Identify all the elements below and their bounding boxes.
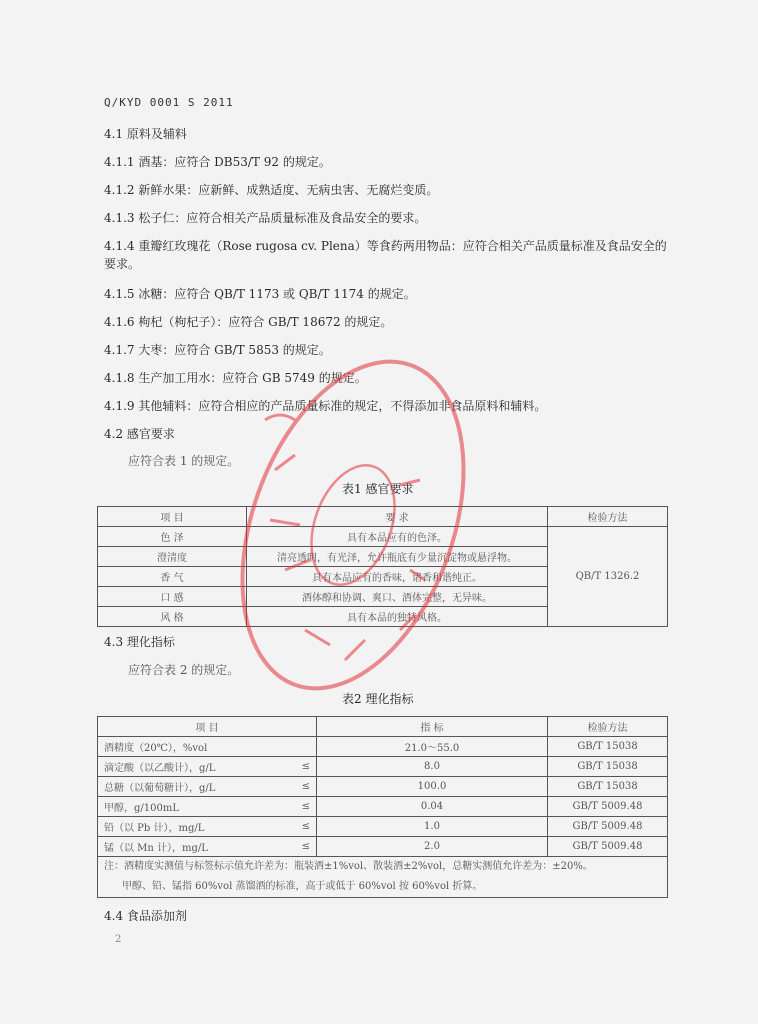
table1-cell-requirement: 清亮透明，有光泽，允许瓶底有少量沉淀物或悬浮物。 <box>247 547 548 567</box>
table2-cell-method: GB/T 5009.48 <box>548 797 668 817</box>
table1-header-requirement: 要 求 <box>247 507 548 527</box>
table2-cell-operator <box>290 737 317 757</box>
table2-cell-method: GB/T 15038 <box>548 757 668 777</box>
document-code: Q/KYD 0001 S 2011 <box>104 96 234 109</box>
section-4-1-1: 4.1.1 酒基：应符合 DB53/T 92 的规定。 <box>104 155 331 169</box>
table1-cell-item: 香 气 <box>98 567 247 587</box>
physicochemical-table <box>97 716 668 898</box>
table1-header-method: 检验方法 <box>548 507 668 527</box>
table2-cell-item: 总糖（以葡萄糖计），g/L <box>98 777 291 797</box>
page-number: 2 <box>115 934 122 945</box>
section-4-1-3: 4.1.3 松子仁：应符合相关产品质量标准及食品安全的要求。 <box>104 211 427 225</box>
table1-caption: 表1 感官要求 <box>342 482 414 496</box>
table2-cell-operator: ≤ <box>290 757 317 777</box>
section-4-3: 4.3 理化指标 <box>104 635 175 649</box>
table2-cell-item: 甲醇，g/100mL <box>98 797 291 817</box>
table2-cell-operator: ≤ <box>290 837 317 857</box>
table2-cell-value: 1.0 <box>317 817 548 837</box>
section-4-1-4: 4.1.4 重瓣红玫瑰花（Rose rugosa cv. Plena）等食药两用物品：应符合相关产品质量标准及食品安全的要求。 <box>104 239 667 271</box>
table1-cell-requirement: 具有本品应有的色泽。 <box>247 527 548 547</box>
table2-cell-value: 8.0 <box>317 757 548 777</box>
table2-header-index: 指 标 <box>317 717 548 737</box>
section-4-1-9: 4.1.9 其他辅料：应符合相应的产品质量标准的规定，不得添加非食品原料和辅料。 <box>104 399 547 413</box>
table2-cell-method: GB/T 15038 <box>548 737 668 757</box>
table2-cell-item: 锰（以 Mn 计），mg/L <box>98 837 291 857</box>
section-4-1-8: 4.1.8 生产加工用水：应符合 GB 5749 的规定。 <box>104 371 367 385</box>
table2-cell-value: 100.0 <box>317 777 548 797</box>
section-4-1: 4.1 原料及辅料 <box>104 127 187 141</box>
table1-cell-item: 风 格 <box>98 607 247 627</box>
table2-cell-method: GB/T 5009.48 <box>548 837 668 857</box>
table2-header-item: 项 目 <box>98 717 317 737</box>
table2-cell-value: 0.04 <box>317 797 548 817</box>
table2-caption: 表2 理化指标 <box>342 692 414 706</box>
section-4-1-6: 4.1.6 枸杞（枸杞子）：应符合 GB/T 18672 的规定。 <box>104 315 393 329</box>
sensory-table <box>97 506 668 627</box>
table1-cell-item: 口 感 <box>98 587 247 607</box>
section-4-2: 4.2 感官要求 <box>104 427 175 441</box>
table2-cell-value: 2.0 <box>317 837 548 857</box>
table2-cell-value: 21.0～55.0 <box>317 737 548 757</box>
table-row <box>98 837 668 857</box>
table-row <box>98 797 668 817</box>
table2-header-method: 检验方法 <box>548 717 668 737</box>
table1-cell-item: 色 泽 <box>98 527 247 547</box>
table1-cell-method: QB/T 1326.2 <box>548 527 668 627</box>
section-4-2-text: 应符合表 1 的规定。 <box>128 454 240 468</box>
section-4-4: 4.4 食品添加剂 <box>104 909 187 923</box>
table-row <box>98 737 668 757</box>
table-row <box>98 817 668 837</box>
table1-cell-requirement: 酒体醇和协调、爽口、酒体完整，无异味。 <box>247 587 548 607</box>
table1-cell-requirement: 具有本品应有的香味，诸香和谐纯正。 <box>247 567 548 587</box>
table2-cell-method: GB/T 15038 <box>548 777 668 797</box>
table1-header-item: 项 目 <box>98 507 247 527</box>
table2-cell-item: 铅（以 Pb 计），mg/L <box>98 817 291 837</box>
section-4-1-5: 4.1.5 冰糖：应符合 QB/T 1173 或 QB/T 1174 的规定。 <box>104 287 416 301</box>
table2-note-line2: 甲醇、铅、锰指 60%vol 蒸馏酒的标准，高于或低于 60%vol 按 60%vol 折算。 <box>122 881 483 892</box>
section-4-1-7: 4.1.7 大枣：应符合 GB/T 5853 的规定。 <box>104 343 331 357</box>
table2-cell-item: 酒精度（20℃），%vol <box>98 737 291 757</box>
table2-cell-item: 滴定酸（以乙酸计），g/L <box>98 757 291 777</box>
section-4-1-2: 4.1.2 新鲜水果：应新鲜、成熟适度、无病虫害、无腐烂变质。 <box>104 183 439 197</box>
table-row <box>98 527 668 547</box>
section-4-3-text: 应符合表 2 的规定。 <box>128 663 240 677</box>
table1-cell-requirement: 具有本品的独特风格。 <box>247 607 548 627</box>
table-row <box>98 777 668 797</box>
table2-cell-operator: ≤ <box>290 777 317 797</box>
table-row <box>98 757 668 777</box>
table2-note <box>98 857 668 898</box>
table1-cell-item: 澄清度 <box>98 547 247 567</box>
table2-cell-operator: ≤ <box>290 797 317 817</box>
table2-note-line1: 注：酒精度实测值与标签标示值允许差为：瓶装酒±1%vol、散装酒±2%vol，总糖实测值允许差为：±20%。 <box>104 861 593 872</box>
table2-cell-method: GB/T 5009.48 <box>548 817 668 837</box>
table2-cell-operator: ≤ <box>290 817 317 837</box>
